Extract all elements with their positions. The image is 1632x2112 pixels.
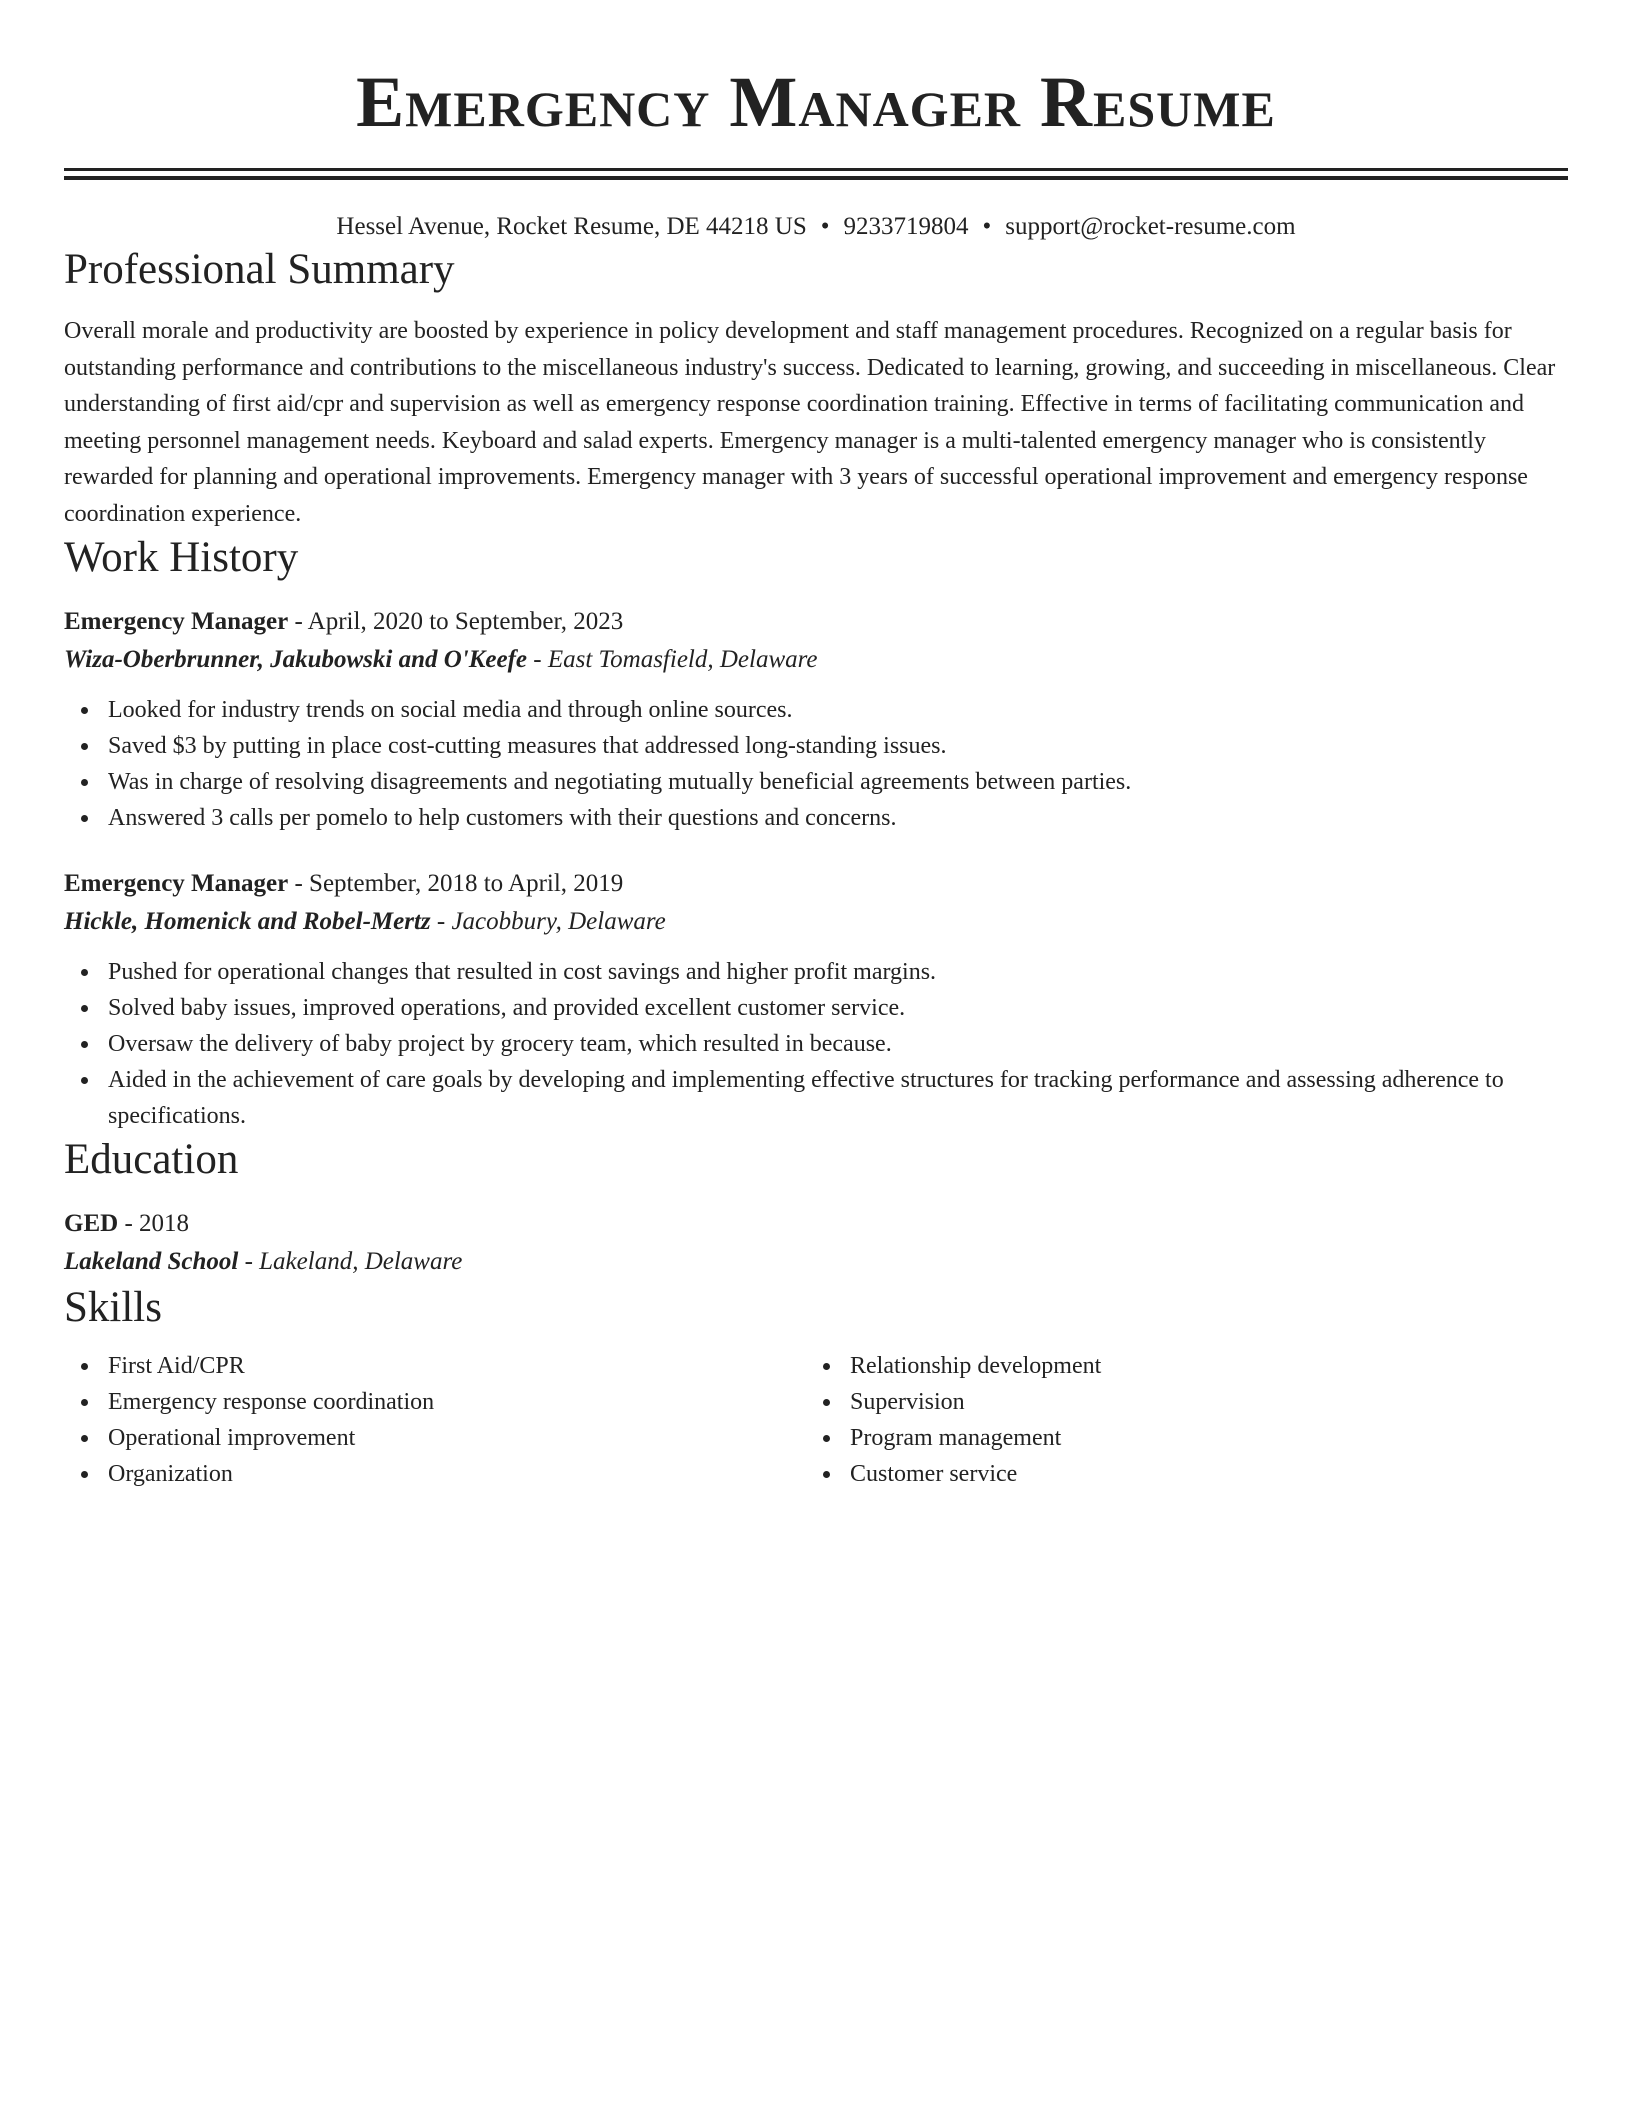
degree-line	[64, 1206, 1568, 1242]
job-company-line	[64, 902, 1568, 942]
skill-item: Customer service	[850, 1456, 1548, 1492]
education-entry	[64, 1206, 1568, 1282]
job-title-line	[64, 866, 1568, 902]
skills-grid	[64, 1348, 1568, 1492]
job-location: - Jacobbury, Delaware	[430, 908, 666, 935]
skills-heading: Skills	[64, 1284, 162, 1331]
skills-list-right	[806, 1348, 1548, 1492]
skill-item: Operational improvement	[108, 1420, 806, 1456]
job-company-line	[64, 640, 1568, 680]
skill-item: Supervision	[850, 1384, 1548, 1420]
job-duty: Saved $3 by putting in place cost-cutting measures that addressed long-standing issues.	[108, 728, 1568, 764]
job-company: Wiza-Oberbrunner, Jakubowski and O'Keefe	[64, 646, 528, 673]
job-duty: Answered 3 calls per pomelo to help customers with their questions and concerns.	[108, 800, 1568, 836]
graduation-year: - 2018	[118, 1210, 190, 1237]
job-title-line	[64, 604, 1568, 640]
job-duty: Pushed for operational changes that resulted in cost savings and higher profit margins.	[108, 954, 1568, 990]
degree: GED	[64, 1210, 119, 1237]
job-company: Hickle, Homenick and Robel-Mertz	[64, 908, 431, 935]
job-location: - East Tomasfield, Delaware	[527, 646, 818, 673]
skill-item: Relationship development	[850, 1348, 1548, 1384]
title-divider	[64, 168, 1568, 180]
skill-item: Program management	[850, 1420, 1548, 1456]
contact-line	[64, 210, 1568, 244]
job-entry	[64, 866, 1568, 1134]
school-name: Lakeland School	[64, 1248, 239, 1275]
contact-separator: •	[820, 213, 830, 240]
contact-separator: •	[982, 213, 992, 240]
summary-text: Overall morale and productivity are boosted by experience in policy development and staff management procedures. Recognized on a regular basis for outstanding performance and contributions to the miscellaneous industry's success. Dedicated to learning, growing, and succeeding in miscellaneous. Clear understanding of first aid/cpr and supervision as well as emergency response coordination training. Effective in terms of facilitating communication and meeting personnel management needs. Keyboard and salad experts. Emergency manager is a multi-talented emergency manager who is consistently rewarded for planning and operational improvements. Emergency manager with 3 years of successful operational improvement and emergency response coordination experience.	[64, 318, 1556, 527]
job-entry	[64, 604, 1568, 836]
school-location: - Lakeland, Delaware	[238, 1248, 463, 1275]
job-title: Emergency Manager	[64, 870, 289, 897]
resume-title: Emergency Manager Resume	[356, 62, 1276, 142]
skill-item: Organization	[108, 1456, 806, 1492]
contact-email: support@rocket-resume.com	[1005, 213, 1296, 240]
job-dates: - September, 2018 to April, 2019	[288, 870, 624, 897]
job-title: Emergency Manager	[64, 608, 289, 635]
work-history-heading: Work History	[64, 534, 299, 581]
job-duties-list	[64, 954, 1568, 1134]
contact-address: Hessel Avenue, Rocket Resume, DE 44218 US	[336, 213, 807, 240]
contact-phone: 9233719804	[843, 213, 969, 240]
skills-list-left	[64, 1348, 806, 1492]
summary-heading: Professional Summary	[64, 246, 455, 293]
skill-item: First Aid/CPR	[108, 1348, 806, 1384]
education-heading: Education	[64, 1136, 239, 1183]
job-duties-list	[64, 692, 1568, 836]
job-duty: Oversaw the delivery of baby project by grocery team, which resulted in because.	[108, 1026, 1568, 1062]
job-duty: Aided in the achievement of care goals by developing and implementing effective structures for tracking performance and assessing adherence to specifications.	[108, 1062, 1568, 1134]
job-duty: Looked for industry trends on social media and through online sources.	[108, 692, 1568, 728]
school-line	[64, 1242, 1568, 1282]
skill-item: Emergency response coordination	[108, 1384, 806, 1420]
job-dates: - April, 2020 to September, 2023	[288, 608, 624, 635]
job-duty: Was in charge of resolving disagreements and negotiating mutually beneficial agreements between parties.	[108, 764, 1568, 800]
job-duty: Solved baby issues, improved operations, and provided excellent customer service.	[108, 990, 1568, 1026]
